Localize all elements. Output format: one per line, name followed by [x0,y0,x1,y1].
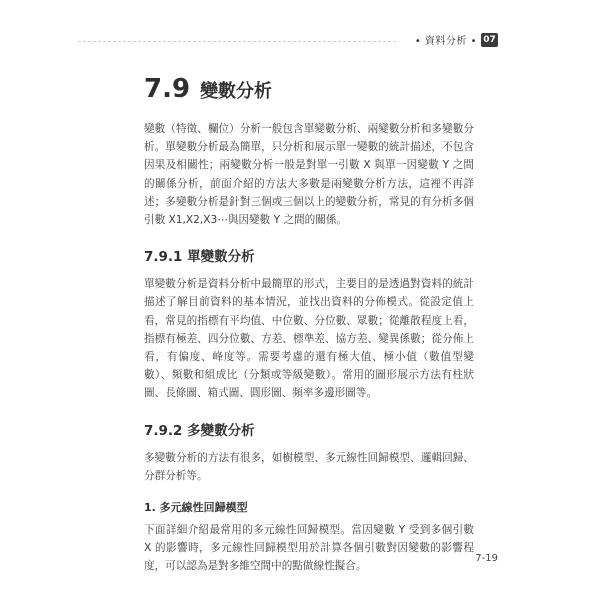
page-number: 7-19 [475,553,498,564]
chapter-badge: 07 [481,33,498,47]
regression-paragraph: 下面詳細介紹最常用的多元線性回歸模型。當因變數 Y 受到多個引數 X 的影響時，多元線性回歸模型用於計算各個引數對因變數的影響程度，可以認為是對多維空間中的點做線性擬合。 [144,524,474,573]
subsection-title-univariate: 7.9.1 單變數分析 [144,249,255,266]
running-header [415,32,498,47]
item-title-regression: 1. 多元線性回歸模型 [144,501,248,515]
page-content [144,60,474,576]
section-heading [144,74,474,104]
multivariate-paragraph: 多變數分析的方法有很多，如樹模型、多元線性回歸模型、邏輯回歸、分群分析等。 [144,451,474,482]
section-number: 7.9 [144,74,191,104]
univariate-paragraph: 單變數分析是資料分析中最簡單的形式，主要目的是透過對資料的統計描述了解目前資料的基本情況，並找出資料的分佈模式。從設定值上看，常見的指標有平均值、中位數、分位數、眾數；從離散程度上看，指標有極差、四分位數、方差、標準差、協方差、變異係數；從分佈上看，有偏度、峰度等。需要考慮的還有極大值、極小值（數值型變數）、頻數和組成比（分類或等級變數）。常用的圖形展示方法有柱狀圖、長條圖、箱式圖、圓形圖、頻率多邊形圖等。 [144,278,474,400]
section-intro-paragraph: 變數（特徵、欄位）分析一般包含單變數分析、兩變數分析和多變數分析。單變數分析最為簡單，只分析和展示單一變數的統計描述，不包含因果及相關性；兩變數分析一般是對單一引數 X 與單一因變數 Y 之間的關係分析，前面介紹的方法大多數是兩變數分析方法，這裡不再詳述；多變數分析是針對三個或三個以上的變數分析，常見的有分析多個引數 X1,X2,X3⋯與因變數 Y 之間的關係。 [144,123,474,227]
section-title: 變數分析 [200,81,273,102]
header-label: • 資料分析 • [414,36,477,47]
header-rule [78,41,396,42]
subsection-title-multivariate: 7.9.2 多變數分析 [144,422,255,439]
